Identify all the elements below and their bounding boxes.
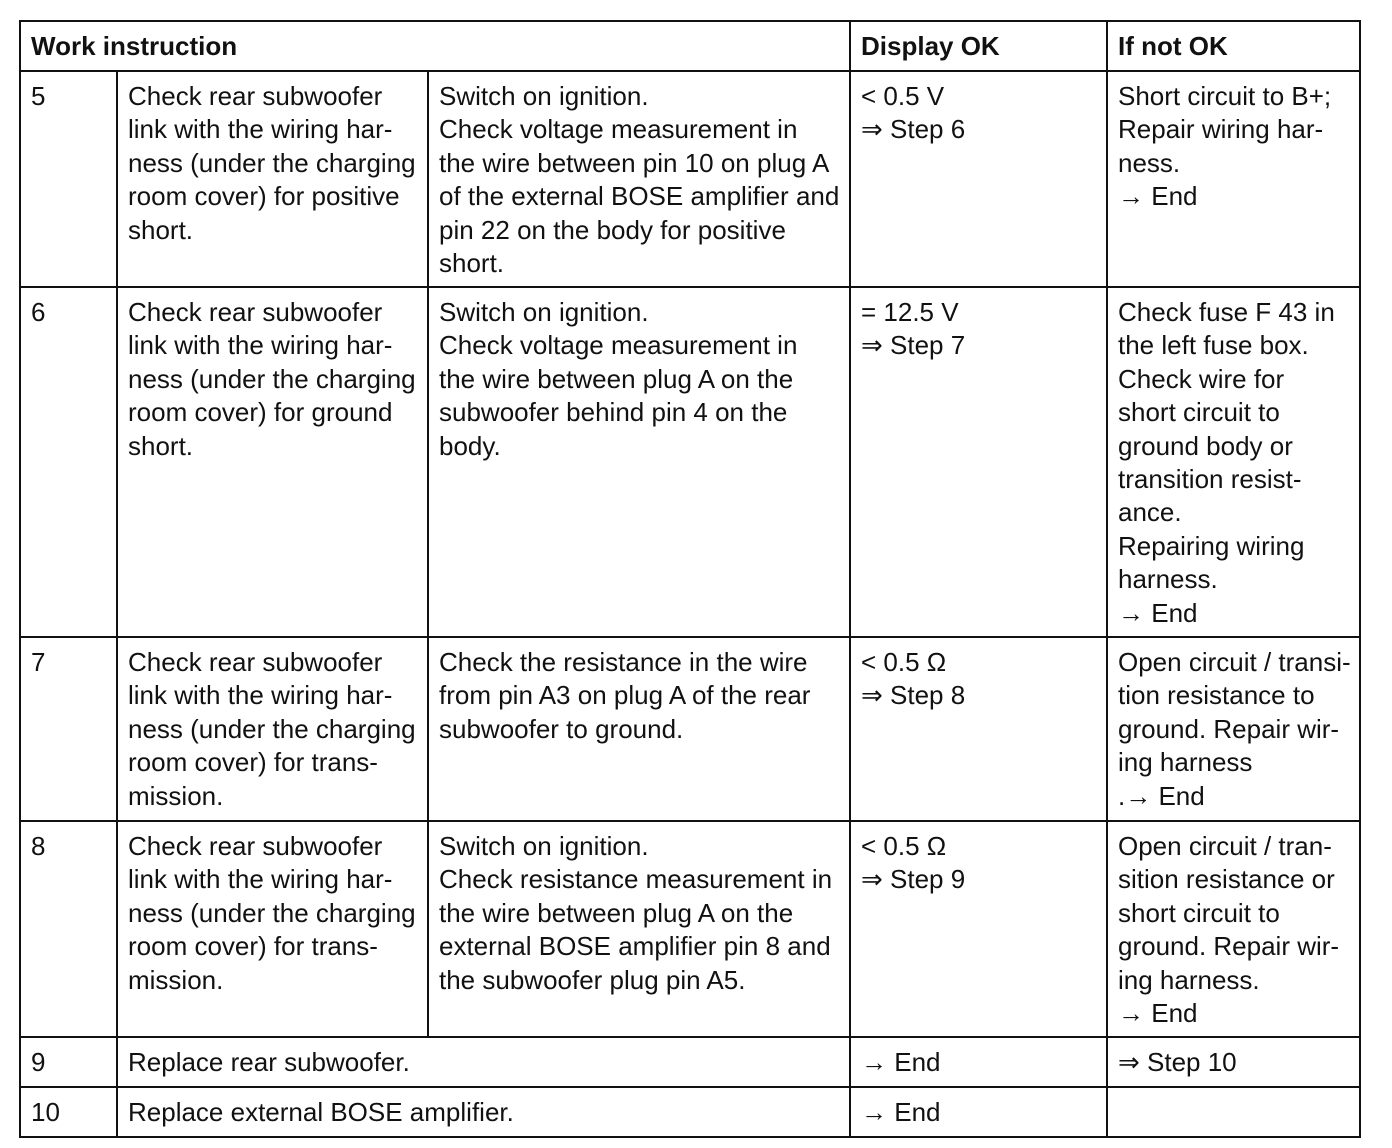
header-row — [20, 21, 1360, 71]
display-ok-value: < 0.5 Ω ⇒ Step 9 — [850, 821, 1107, 1037]
check-description: Check rear subwoofer link with the wiring har- ness (under the charging room cover) for trans- mission. — [117, 821, 428, 1037]
action-description: Replace external BOSE amplifier. — [117, 1087, 850, 1137]
table-row — [20, 287, 1360, 637]
check-description: Check rear subwoofer link with the wiring har- ness (under the charging room cover) for trans- mission. — [117, 637, 428, 821]
work-instruction-table — [19, 20, 1361, 1138]
step-number: 10 — [20, 1087, 117, 1137]
header-if-not-ok: If not OK — [1107, 21, 1360, 71]
step-number: 6 — [20, 287, 117, 637]
table-row — [20, 637, 1360, 821]
check-description: Check rear subwoofer link with the wiring har- ness (under the charging room cover) for positive short. — [117, 71, 428, 287]
table-row — [20, 1087, 1360, 1137]
display-ok-value: < 0.5 V ⇒ Step 6 — [850, 71, 1107, 287]
if-not-ok-action: ⇒ Step 10 — [1107, 1037, 1360, 1087]
display-ok-value: = 12.5 V ⇒ Step 7 — [850, 287, 1107, 637]
header-display-ok: Display OK — [850, 21, 1107, 71]
table-row — [20, 1037, 1360, 1087]
procedure-description: Switch on ignition. Check voltage measurement in the wire between plug A on the subwoofer behind pin 4 on the body. — [428, 287, 850, 637]
if-not-ok-action — [1107, 1087, 1360, 1137]
action-description: Replace rear subwoofer. — [117, 1037, 850, 1087]
step-number: 8 — [20, 821, 117, 1037]
if-not-ok-action: Open circuit / tran- sition resistance or short circuit to ground. Repair wir- ing harness. → End — [1107, 821, 1360, 1037]
table-row — [20, 821, 1360, 1037]
display-ok-value: → End — [850, 1037, 1107, 1087]
procedure-description: Switch on ignition. Check resistance measurement in the wire between plug A on the external BOSE amplifier pin 8 and the subwoofer plug pin A5. — [428, 821, 850, 1037]
if-not-ok-action: Check fuse F 43 in the left fuse box. Check wire for short circuit to ground body or transition resist- ance. Repairing wiring harness. → End — [1107, 287, 1360, 637]
step-number: 9 — [20, 1037, 117, 1087]
if-not-ok-action: Short circuit to B+; Repair wiring har- ness. → End — [1107, 71, 1360, 287]
header-work-instruction: Work instruction — [20, 21, 850, 71]
procedure-description: Check the resistance in the wire from pin A3 on plug A of the rear subwoofer to ground. — [428, 637, 850, 821]
procedure-description: Switch on ignition. Check voltage measurement in the wire between pin 10 on plug A of the external BOSE amplifier and pin 22 on the body for positive short. — [428, 71, 850, 287]
check-description: Check rear subwoofer link with the wiring har- ness (under the charging room cover) for ground short. — [117, 287, 428, 637]
step-number: 5 — [20, 71, 117, 287]
table-row — [20, 71, 1360, 287]
step-number: 7 — [20, 637, 117, 821]
display-ok-value: → End — [850, 1087, 1107, 1137]
display-ok-value: < 0.5 Ω ⇒ Step 8 — [850, 637, 1107, 821]
if-not-ok-action: Open circuit / transi- tion resistance to ground. Repair wir- ing harness .→ End — [1107, 637, 1360, 821]
